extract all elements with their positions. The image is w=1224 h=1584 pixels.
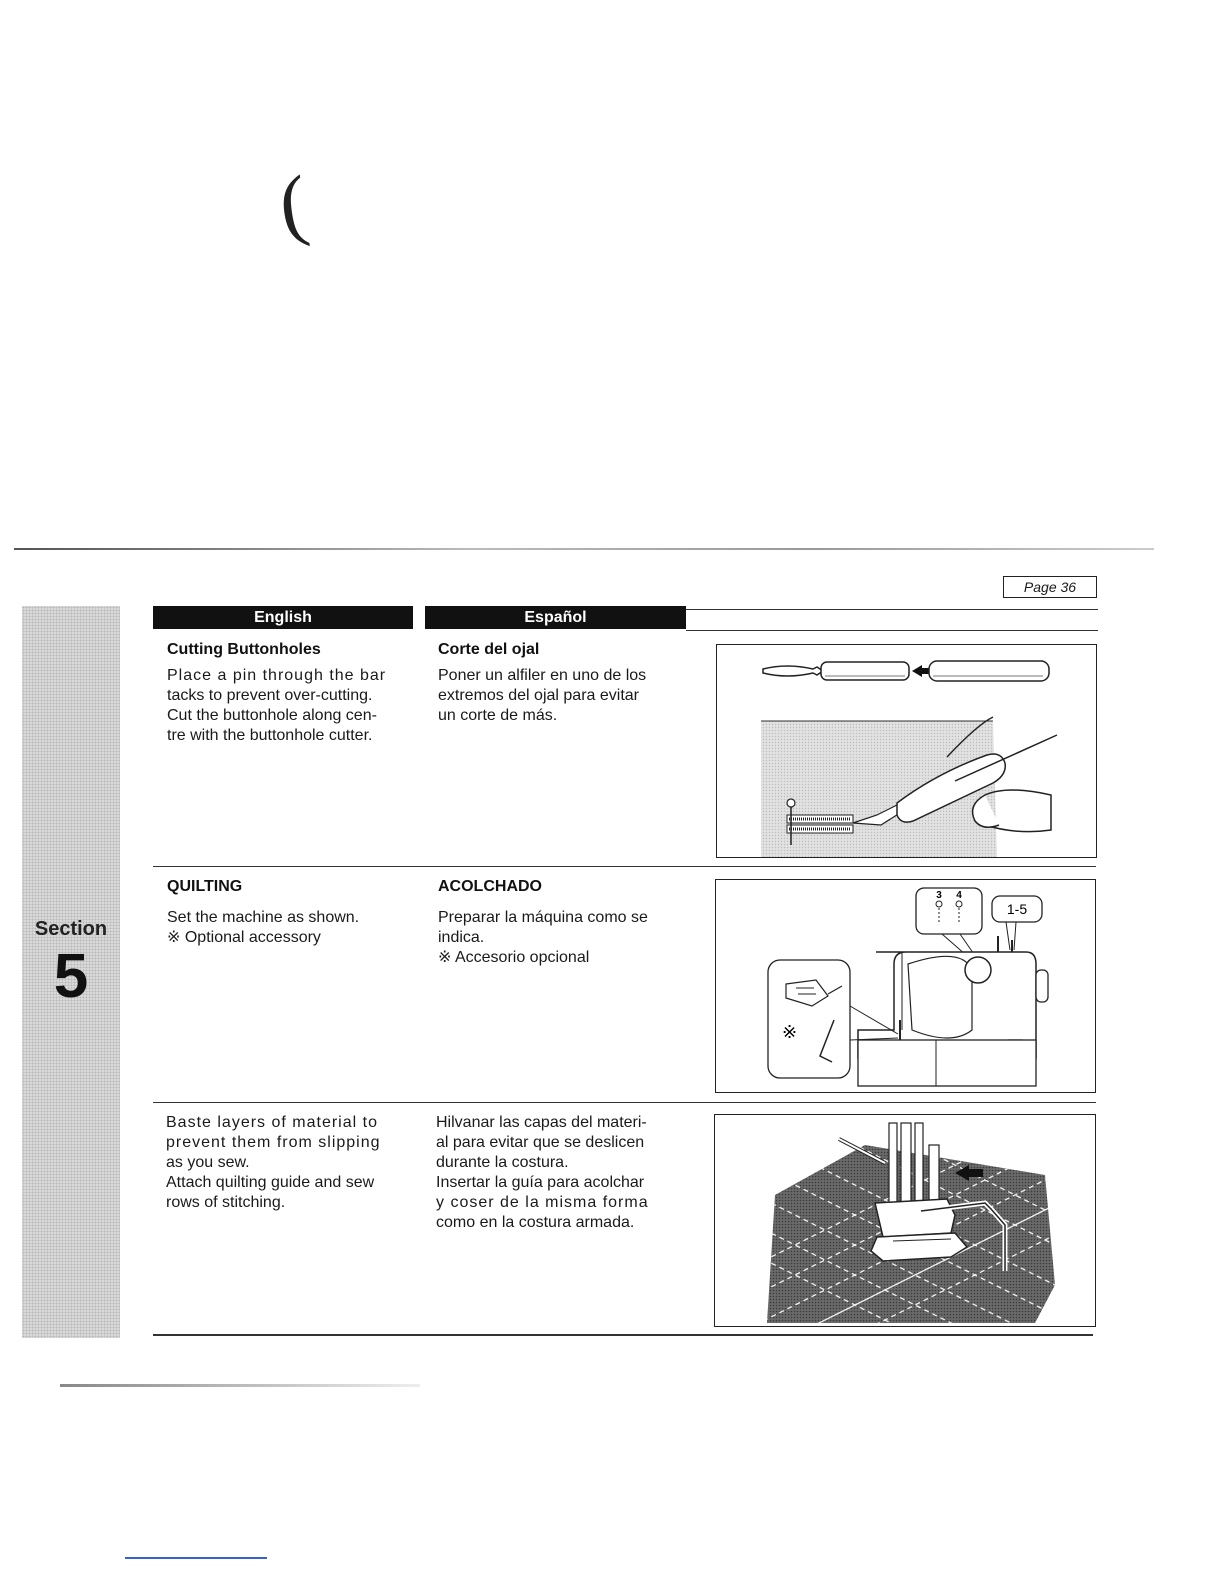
header-rule-bottom [686,630,1098,631]
header-gap [413,606,425,629]
cutting-es-line: un corte de más. [438,707,558,724]
cutting-en-line: tre with the buttonhole cutter. [167,727,373,744]
machine-setup-illustration [716,880,1095,1092]
blue-line-mark [125,1557,267,1559]
baste-en-line: Baste layers of material to [166,1114,378,1131]
quilting-es-line: Preparar la máquina como se [438,909,648,926]
baste-en-line: rows of stitching. [166,1194,286,1211]
baste-text-es [436,1113,698,1233]
figure-quilting-guide [714,1114,1096,1327]
buttonhole-cutter-illustration [717,645,1096,857]
baste-es-line: al para evitar que se deslicen [436,1134,645,1151]
cutting-text-es [438,666,698,726]
quilting-en-line: ※ Optional accessory [167,929,321,946]
quilting-es-line: ※ Accesorio opcional [438,949,590,966]
figure-buttonhole-cutter [716,644,1097,858]
quilting-en-line: Set the machine as shown. [167,909,360,926]
page-number-box: Page 36 [1003,576,1097,598]
section-label: Section [34,918,108,940]
scan-parenthesis-mark: ( [273,159,313,251]
quilting-text-en [167,908,417,948]
header-rule-top [686,609,1098,610]
dial-label-a: 3 [936,890,942,901]
scan-edge-line-bottom [60,1384,420,1387]
baste-text-en [166,1113,418,1213]
baste-es-line: durante la costura. [436,1154,569,1171]
quilting-title-en: QUILTING [167,878,243,895]
cutting-title-en: Cutting Buttonholes [167,641,321,658]
quilting-text-es [438,908,698,968]
header-spanish: Español [425,606,686,629]
section-number: 5 [53,942,89,1011]
quilting-guide-illustration [715,1115,1095,1326]
figure-machine-setup [715,879,1096,1093]
scan-edge-line-top [14,548,1154,550]
baste-es-line: y coser de la misma forma [436,1194,649,1211]
stitch-length-label: 1-5 [1006,901,1028,917]
cutting-es-line: Poner un alfiler en uno de los [438,667,647,684]
baste-en-line: Attach quilting guide and sew [166,1174,375,1191]
cutting-en-line: tacks to prevent over-cutting. [167,687,373,704]
quilting-es-line: indica. [438,929,485,946]
cutting-title-es: Corte del ojal [438,641,540,658]
section-divider-1 [153,866,1096,867]
cutting-es-line: extremos del ojal para evitar [438,687,639,704]
section-divider-2 [153,1102,1096,1103]
cutting-text-en [167,666,417,746]
quilting-title-es: ACOLCHADO [438,878,542,895]
bottom-rule [153,1334,1093,1336]
optional-accessory-mark: ※ [782,1022,798,1042]
header-english: English [153,606,413,629]
baste-es-line: como en la costura armada. [436,1214,635,1231]
cutting-en-line: Cut the buttonhole along cen- [167,707,377,724]
baste-es-line: Insertar la guía para acolchar [436,1174,645,1191]
baste-es-line: Hilvanar las capas del materi- [436,1114,647,1131]
baste-en-line: prevent them from slipping [166,1134,381,1151]
cutting-en-line: Place a pin through the bar [167,667,387,684]
baste-en-line: as you sew. [166,1154,250,1171]
dial-label-b: 4 [956,890,962,901]
